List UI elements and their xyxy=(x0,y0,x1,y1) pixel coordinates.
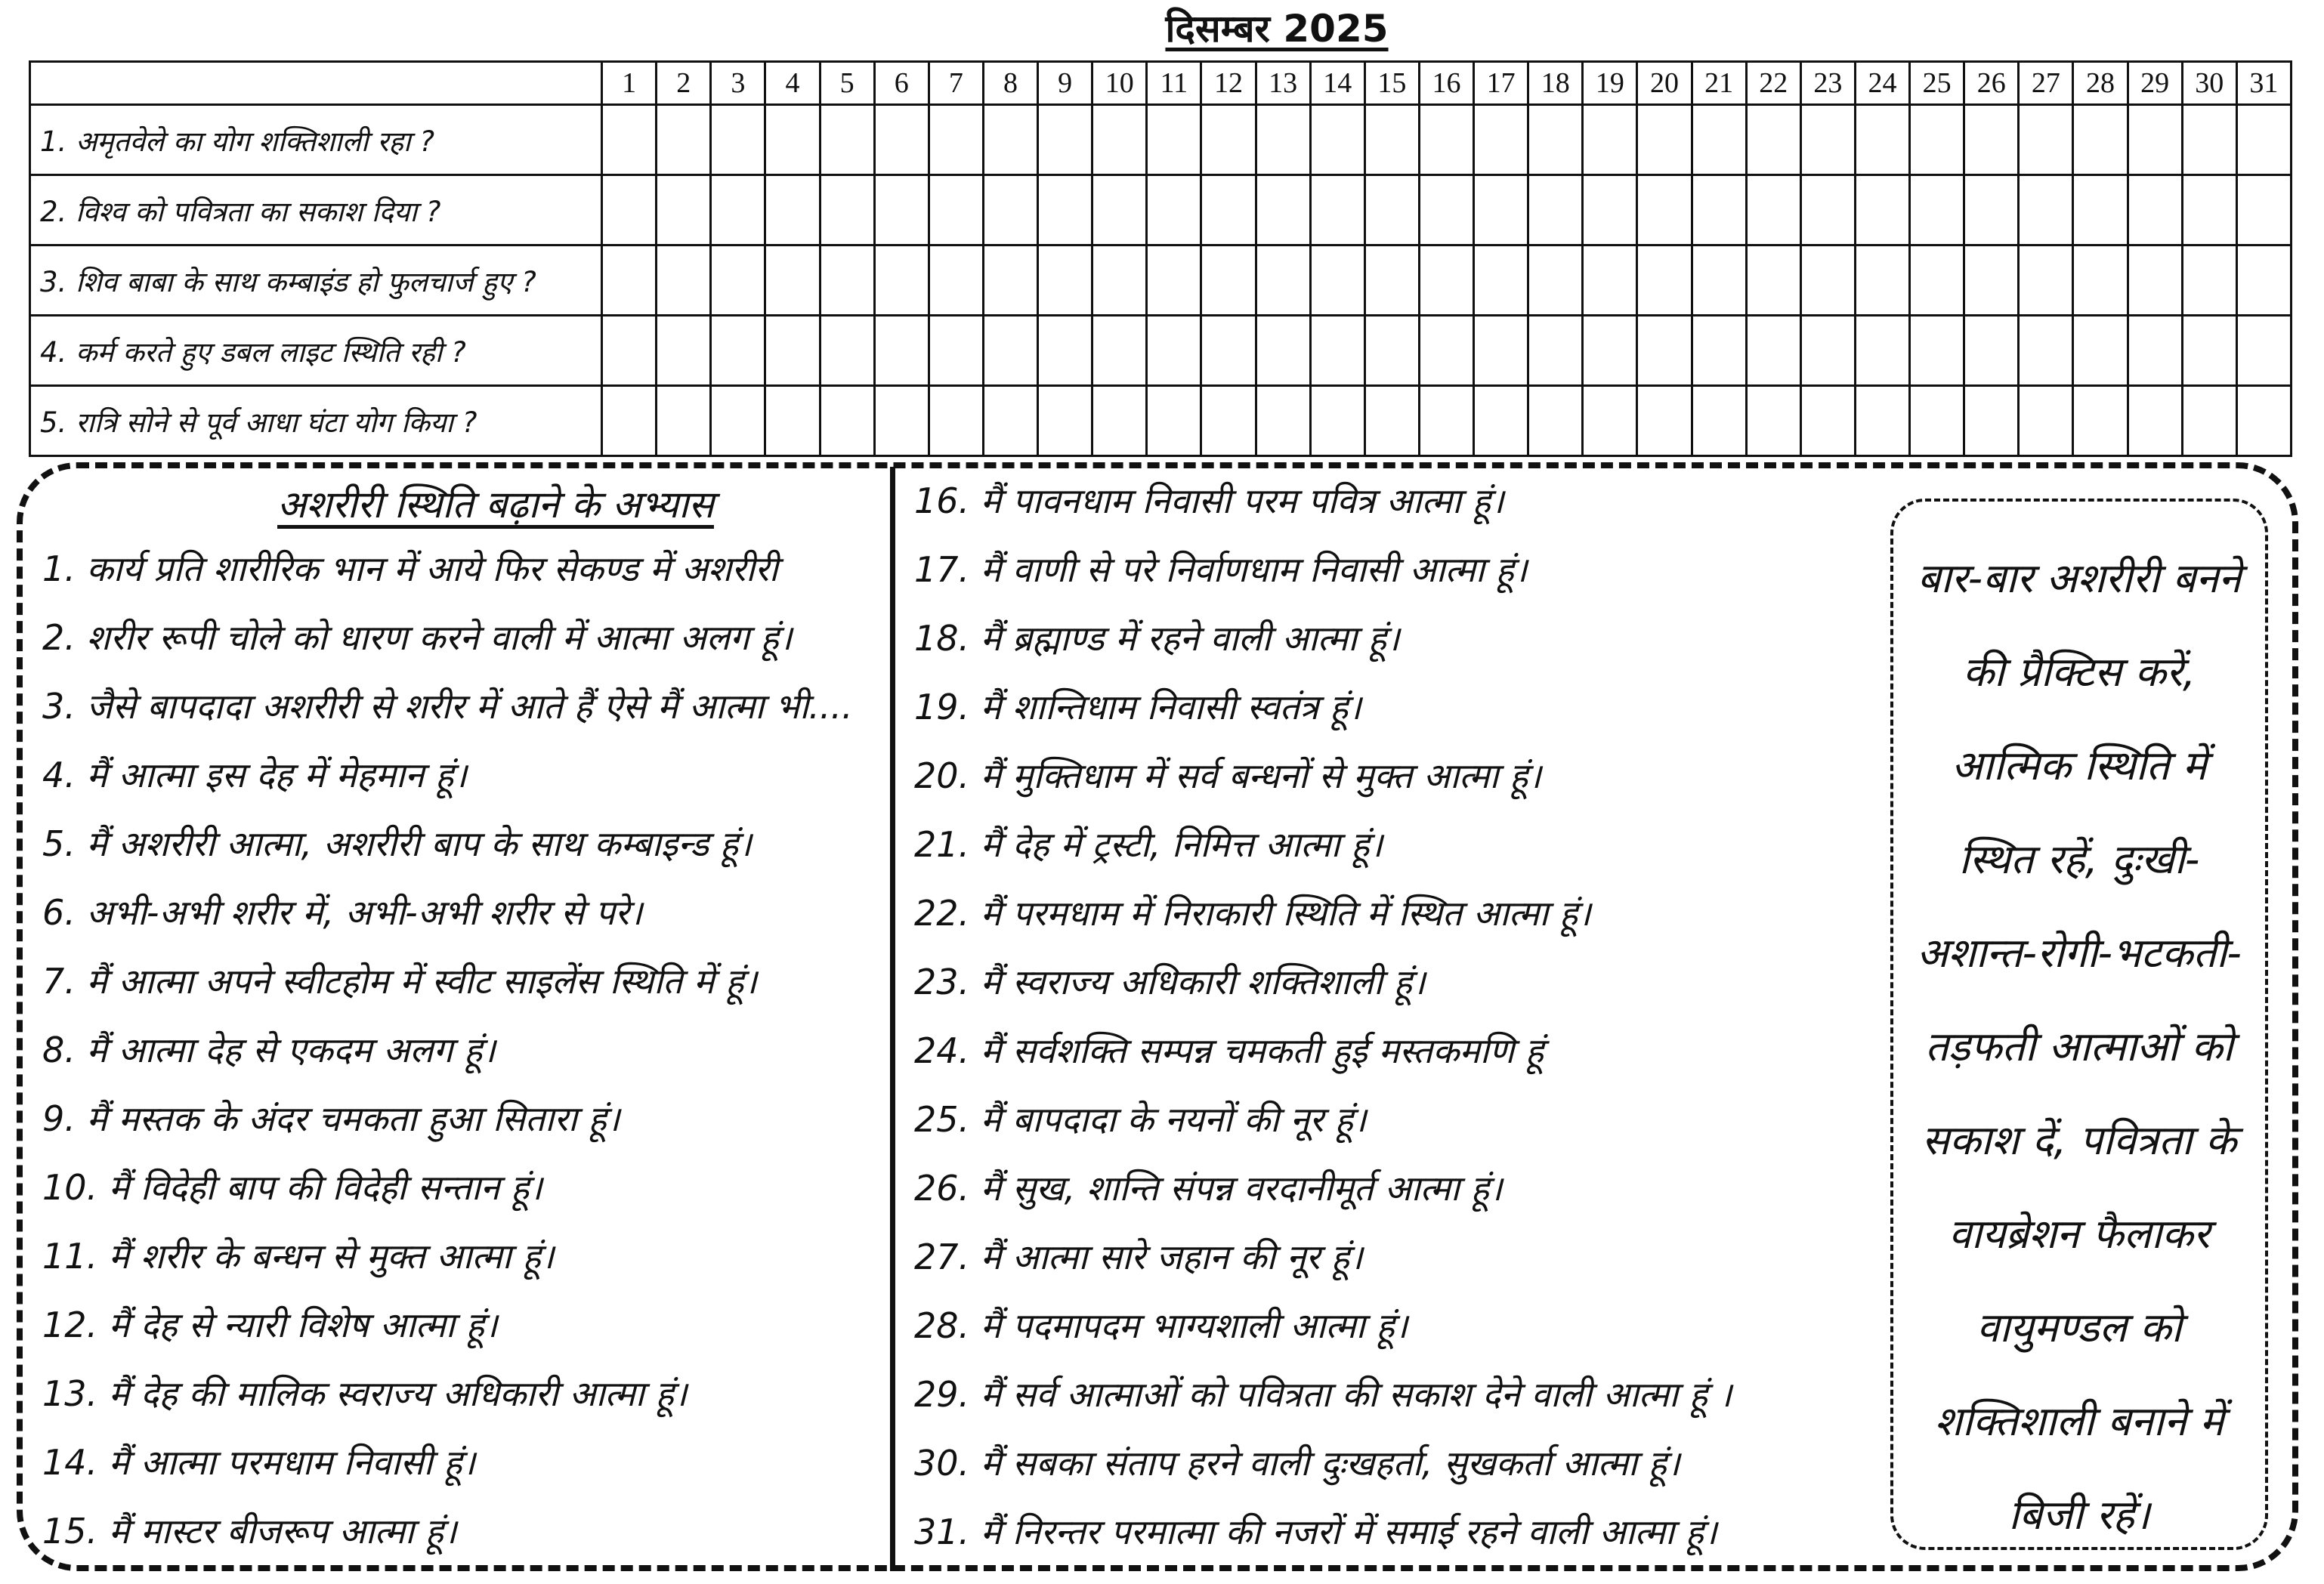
check-cell[interactable] xyxy=(1855,175,1909,245)
check-cell[interactable] xyxy=(1855,245,1909,316)
day-header-cell: 16 xyxy=(1419,62,1473,105)
check-cell[interactable] xyxy=(602,175,657,245)
check-cell[interactable] xyxy=(820,175,874,245)
check-cell[interactable] xyxy=(2236,386,2291,456)
check-cell[interactable] xyxy=(1038,316,1092,386)
check-cell[interactable] xyxy=(1855,386,1909,456)
day-header-cell: 12 xyxy=(1201,62,1256,105)
check-cell[interactable] xyxy=(1364,175,1419,245)
check-cell[interactable] xyxy=(1419,386,1473,456)
check-cell[interactable] xyxy=(1964,175,2019,245)
check-cell[interactable] xyxy=(711,386,765,456)
check-cell[interactable] xyxy=(2019,175,2073,245)
practice-item: 19. मैं शान्तिधाम निवासी स्वतंत्र हूं। xyxy=(914,687,1361,727)
check-cell[interactable] xyxy=(765,245,820,316)
checklist-question: 5. रात्रि सोने से पूर्व आधा घंटा योग किया ? xyxy=(30,386,602,456)
practice-item: 14. मैं आत्मा परमधाम निवासी हूं। xyxy=(42,1442,476,1483)
practice-item: 24. मैं सर्वशक्ति सम्पन्न चमकती हुई मस्तकमणि हूं xyxy=(914,1030,1544,1071)
check-cell[interactable] xyxy=(1256,316,1310,386)
check-cell[interactable] xyxy=(1201,175,1256,245)
check-cell[interactable] xyxy=(1800,175,1855,245)
check-cell[interactable] xyxy=(1855,105,1909,175)
check-cell[interactable] xyxy=(1364,105,1419,175)
check-cell[interactable] xyxy=(1746,175,1800,245)
check-cell[interactable] xyxy=(1419,245,1473,316)
day-header-cell: 10 xyxy=(1092,62,1147,105)
day-header-cell: 20 xyxy=(1637,62,1692,105)
check-cell[interactable] xyxy=(874,386,929,456)
practice-item: 28. मैं पदमापदम भाग्यशाली आत्मा हूं। xyxy=(914,1305,1408,1346)
check-cell[interactable] xyxy=(602,386,657,456)
check-cell[interactable] xyxy=(874,316,929,386)
check-cell[interactable] xyxy=(1637,105,1692,175)
check-cell[interactable] xyxy=(2182,386,2236,456)
practice-item: 11. मैं शरीर के बन्धन से मुक्त आत्मा हूं। xyxy=(42,1236,555,1277)
check-cell[interactable] xyxy=(657,245,711,316)
check-cell[interactable] xyxy=(1256,105,1310,175)
check-cell[interactable] xyxy=(1800,105,1855,175)
check-cell[interactable] xyxy=(1092,105,1147,175)
check-cell[interactable] xyxy=(2128,386,2182,456)
check-cell[interactable] xyxy=(1910,245,1964,316)
check-cell[interactable] xyxy=(1419,316,1473,386)
check-cell[interactable] xyxy=(1692,245,1746,316)
check-cell[interactable] xyxy=(1964,245,2019,316)
check-cell[interactable] xyxy=(657,316,711,386)
checklist-question: 2. विश्व को पवित्रता का सकाश दिया ? xyxy=(30,175,602,245)
check-cell[interactable] xyxy=(711,316,765,386)
check-cell[interactable] xyxy=(1528,175,1583,245)
check-cell[interactable] xyxy=(1637,386,1692,456)
check-cell[interactable] xyxy=(2236,316,2291,386)
practice-items-right xyxy=(914,467,1889,1567)
practice-item: 1. कार्य प्रति शारीरिक भान में आये फिर सेकण्ड में अशरीरी xyxy=(42,548,778,589)
day-header-cell: 22 xyxy=(1746,62,1800,105)
daily-checklist-table xyxy=(29,60,2292,457)
check-cell[interactable] xyxy=(1528,386,1583,456)
check-cell[interactable] xyxy=(874,245,929,316)
check-cell[interactable] xyxy=(2019,245,2073,316)
day-header-cell: 9 xyxy=(1038,62,1092,105)
practice-item: 13. मैं देह की मालिक स्वराज्य अधिकारी आत्मा हूं। xyxy=(42,1373,688,1414)
day-header-cell: 19 xyxy=(1583,62,1637,105)
day-header-cell: 21 xyxy=(1692,62,1746,105)
check-cell[interactable] xyxy=(1038,105,1092,175)
check-cell[interactable] xyxy=(983,386,1037,456)
check-cell[interactable] xyxy=(1910,175,1964,245)
day-header-cell: 23 xyxy=(1800,62,1855,105)
check-cell[interactable] xyxy=(1092,245,1147,316)
day-header-cell: 5 xyxy=(820,62,874,105)
practice-item: 25. मैं बापदादा के नयनों की नूर हूं। xyxy=(914,1099,1367,1140)
check-cell[interactable] xyxy=(2019,386,2073,456)
practice-item: 3. जैसे बापदादा अशरीरी से शरीर में आते हैं ऐसे मैं आत्मा भी.... xyxy=(42,686,853,727)
check-cell[interactable] xyxy=(602,245,657,316)
practice-item: 2. शरीर रूपी चोले को धारण करने वाली में आत्मा अलग हूं। xyxy=(42,617,793,658)
check-cell[interactable] xyxy=(2236,175,2291,245)
check-cell[interactable] xyxy=(1583,175,1637,245)
day-header-cell: 1 xyxy=(602,62,657,105)
day-header-cell: 4 xyxy=(765,62,820,105)
check-cell[interactable] xyxy=(983,175,1037,245)
check-cell[interactable] xyxy=(1201,105,1256,175)
check-cell[interactable] xyxy=(1528,316,1583,386)
check-cell[interactable] xyxy=(1528,105,1583,175)
check-cell[interactable] xyxy=(1419,105,1473,175)
practice-item: 10. मैं विदेही बाप की विदेही सन्तान हूं। xyxy=(42,1167,542,1208)
checklist-row xyxy=(30,386,2292,456)
practice-item: 23. मैं स्वराज्य अधिकारी शक्तिशाली हूं। xyxy=(914,962,1426,1002)
check-cell[interactable] xyxy=(1310,386,1364,456)
practice-item: 6. अभी-अभी शरीर में, अभी-अभी शरीर से परे। xyxy=(42,892,643,933)
practice-items-left xyxy=(42,535,881,1566)
check-cell[interactable] xyxy=(1474,245,1528,316)
check-cell[interactable] xyxy=(2236,105,2291,175)
check-cell[interactable] xyxy=(765,175,820,245)
check-cell[interactable] xyxy=(2019,316,2073,386)
check-cell[interactable] xyxy=(1583,105,1637,175)
check-cell[interactable] xyxy=(1800,245,1855,316)
check-cell[interactable] xyxy=(929,386,983,456)
practice-item: 20. मैं मुक्तिधाम में सर्व बन्धनों से मुक्त आत्मा हूं। xyxy=(914,755,1541,796)
check-cell[interactable] xyxy=(2182,316,2236,386)
checklist-row xyxy=(30,105,2292,175)
check-cell[interactable] xyxy=(1310,175,1364,245)
check-cell[interactable] xyxy=(929,316,983,386)
check-cell[interactable] xyxy=(1583,245,1637,316)
check-cell[interactable] xyxy=(1583,386,1637,456)
check-cell[interactable] xyxy=(1746,316,1800,386)
day-header-cell: 31 xyxy=(2236,62,2291,105)
checklist-question: 3. शिव बाबा के साथ कम्बाइंड हो फुलचार्ज हुए ? xyxy=(30,245,602,316)
practice-list-right xyxy=(914,467,1889,1567)
check-cell[interactable] xyxy=(602,316,657,386)
practice-item: 17. मैं वाणी से परे निर्वाणधाम निवासी आत्मा हूं। xyxy=(914,549,1528,590)
check-cell[interactable] xyxy=(1637,316,1692,386)
check-cell[interactable] xyxy=(1800,316,1855,386)
check-cell[interactable] xyxy=(929,245,983,316)
check-cell[interactable] xyxy=(2128,105,2182,175)
check-cell[interactable] xyxy=(1474,386,1528,456)
check-cell[interactable] xyxy=(1474,175,1528,245)
practice-item: 26. मैं सुख, शान्ति संपन्न वरदानीमूर्त आत्मा हूं। xyxy=(914,1168,1503,1209)
day-header-cell: 30 xyxy=(2182,62,2236,105)
check-cell[interactable] xyxy=(657,386,711,456)
practice-heading: अशरीरी स्थिति बढ़ाने के अभ्यास xyxy=(277,483,714,526)
check-cell[interactable] xyxy=(765,105,820,175)
practice-item: 31. मैं निरन्तर परमात्मा की नजरों में समाई रहने वाली आत्मा हूं। xyxy=(914,1511,1717,1552)
check-cell[interactable] xyxy=(1528,245,1583,316)
check-cell[interactable] xyxy=(820,105,874,175)
day-header-cell: 15 xyxy=(1364,62,1419,105)
practice-item: 30. मैं सबका संताप हरने वाली दुःखहर्ता, सुखकर्ता आत्मा हूं। xyxy=(914,1443,1680,1484)
day-header-cell: 18 xyxy=(1528,62,1583,105)
reminder-note-box xyxy=(1890,499,2268,1550)
day-header-cell: 3 xyxy=(711,62,765,105)
check-cell[interactable] xyxy=(1419,175,1473,245)
check-cell[interactable] xyxy=(1310,316,1364,386)
check-cell[interactable] xyxy=(1147,316,1201,386)
day-header-cell: 28 xyxy=(2073,62,2128,105)
reminder-note-text: बार-बार अशरीरी बनने की प्रैक्टिस करें, आत्मिक स्थिति में स्थित रहें, दुःखी-अशान्त-रोगी-भटकती-तड़फती आत्माओं को सकाश दें, पवित्रता के वायब्रेशन फैलाकर वायुमण्डल को शक्तिशाली बनाने में बिजी रहें। xyxy=(1917,554,2242,1539)
check-cell[interactable] xyxy=(2019,105,2073,175)
day-header-cell: 25 xyxy=(1910,62,1964,105)
day-header-cell: 8 xyxy=(983,62,1037,105)
check-cell[interactable] xyxy=(711,175,765,245)
check-cell[interactable] xyxy=(1746,386,1800,456)
day-header-cell: 27 xyxy=(2019,62,2073,105)
checklist-body xyxy=(30,105,2292,456)
practice-item: 4. मैं आत्मा इस देह में मेहमान हूं। xyxy=(42,755,467,795)
check-cell[interactable] xyxy=(1201,386,1256,456)
check-cell[interactable] xyxy=(2073,316,2128,386)
check-cell[interactable] xyxy=(1964,386,2019,456)
check-cell[interactable] xyxy=(820,245,874,316)
check-cell[interactable] xyxy=(2128,245,2182,316)
check-cell[interactable] xyxy=(983,245,1037,316)
check-cell[interactable] xyxy=(602,105,657,175)
check-cell[interactable] xyxy=(2128,175,2182,245)
check-cell[interactable] xyxy=(1256,386,1310,456)
day-header-cell: 24 xyxy=(1855,62,1909,105)
day-header-cell: 7 xyxy=(929,62,983,105)
check-cell[interactable] xyxy=(2236,245,2291,316)
check-cell[interactable] xyxy=(657,175,711,245)
check-cell[interactable] xyxy=(929,105,983,175)
practice-item: 8. मैं आत्मा देह से एकदम अलग हूं। xyxy=(42,1030,496,1070)
checklist-row xyxy=(30,175,2292,245)
check-cell[interactable] xyxy=(2073,175,2128,245)
check-cell[interactable] xyxy=(1201,316,1256,386)
check-cell[interactable] xyxy=(1364,245,1419,316)
day-header-cell: 14 xyxy=(1310,62,1364,105)
practice-item: 18. मैं ब्रह्माण्ड में रहने वाली आत्मा हूं। xyxy=(914,618,1400,659)
check-cell[interactable] xyxy=(1147,105,1201,175)
check-cell[interactable] xyxy=(2182,105,2236,175)
check-cell[interactable] xyxy=(1147,386,1201,456)
checklist-row xyxy=(30,316,2292,386)
check-cell[interactable] xyxy=(1310,105,1364,175)
check-cell[interactable] xyxy=(1310,245,1364,316)
check-cell[interactable] xyxy=(1746,245,1800,316)
check-cell[interactable] xyxy=(2182,175,2236,245)
check-cell[interactable] xyxy=(1746,105,1800,175)
check-cell[interactable] xyxy=(2128,316,2182,386)
practice-item: 27. मैं आत्मा सारे जहान की नूर हूं। xyxy=(914,1237,1363,1277)
check-cell[interactable] xyxy=(1637,245,1692,316)
check-cell[interactable] xyxy=(1201,245,1256,316)
check-cell[interactable] xyxy=(711,245,765,316)
check-cell[interactable] xyxy=(874,105,929,175)
check-cell[interactable] xyxy=(1364,386,1419,456)
check-cell[interactable] xyxy=(1474,105,1528,175)
check-cell[interactable] xyxy=(657,105,711,175)
practice-item: 15. मैं मास्टर बीजरूप आत्मा हूं। xyxy=(42,1511,457,1552)
checklist-row xyxy=(30,245,2292,316)
check-cell[interactable] xyxy=(2073,386,2128,456)
day-header-cell: 26 xyxy=(1964,62,2019,105)
day-header-cell: 13 xyxy=(1256,62,1310,105)
practice-item: 7. मैं आत्मा अपने स्वीटहोम में स्वीट साइलेंस स्थिति में हूं। xyxy=(42,961,757,1002)
check-cell[interactable] xyxy=(929,175,983,245)
check-cell[interactable] xyxy=(1800,386,1855,456)
check-cell[interactable] xyxy=(1637,175,1692,245)
day-header-cell: 6 xyxy=(874,62,929,105)
page-title: दिसम्बर 2025 xyxy=(1165,7,1389,51)
check-cell[interactable] xyxy=(874,175,929,245)
check-cell[interactable] xyxy=(1147,245,1201,316)
check-cell[interactable] xyxy=(1583,316,1637,386)
check-cell[interactable] xyxy=(1910,316,1964,386)
check-cell[interactable] xyxy=(1964,105,2019,175)
check-cell[interactable] xyxy=(1692,105,1746,175)
check-cell[interactable] xyxy=(1910,105,1964,175)
day-header-cell: 11 xyxy=(1147,62,1201,105)
practice-item: 16. मैं पावनधाम निवासी परम पवित्र आत्मा हूं। xyxy=(914,480,1504,521)
check-cell[interactable] xyxy=(1038,245,1092,316)
check-cell[interactable] xyxy=(765,316,820,386)
practice-item: 22. मैं परमधाम में निराकारी स्थिति में स्थित आत्मा हूं। xyxy=(914,893,1591,934)
check-cell[interactable] xyxy=(1692,316,1746,386)
practice-item: 29. मैं सर्व आत्माओं को पवित्रता की सकाश देने वाली आत्मा हूं । xyxy=(914,1374,1732,1415)
practice-item: 5. मैं अशरीरी आत्मा, अशरीरी बाप के साथ कम्बाइन्ड हूं। xyxy=(42,823,752,864)
check-cell[interactable] xyxy=(1038,175,1092,245)
check-cell[interactable] xyxy=(983,105,1037,175)
check-cell[interactable] xyxy=(1092,386,1147,456)
day-header-cell: 29 xyxy=(2128,62,2182,105)
check-cell[interactable] xyxy=(1474,316,1528,386)
checklist-question: 1. अमृतवेले का योग शक्तिशाली रहा ? xyxy=(30,105,602,175)
check-cell[interactable] xyxy=(765,386,820,456)
check-cell[interactable] xyxy=(2073,105,2128,175)
practice-list-left xyxy=(42,474,881,1566)
check-cell[interactable] xyxy=(1692,386,1746,456)
check-cell[interactable] xyxy=(1256,245,1310,316)
check-cell[interactable] xyxy=(2073,245,2128,316)
practice-item: 12. मैं देह से न्यारी विशेष आत्मा हूं। xyxy=(42,1305,498,1345)
check-cell[interactable] xyxy=(711,105,765,175)
day-header-row xyxy=(30,62,2292,105)
check-cell[interactable] xyxy=(1964,316,2019,386)
check-cell[interactable] xyxy=(1855,316,1909,386)
check-cell[interactable] xyxy=(1364,316,1419,386)
check-cell[interactable] xyxy=(1256,175,1310,245)
check-cell[interactable] xyxy=(820,316,874,386)
column-divider xyxy=(890,467,895,1571)
check-cell[interactable] xyxy=(2182,245,2236,316)
check-cell[interactable] xyxy=(1092,316,1147,386)
checklist-question: 4. कर्म करते हुए डबल लाइट स्थिति रही ? xyxy=(30,316,602,386)
check-cell[interactable] xyxy=(1092,175,1147,245)
check-cell[interactable] xyxy=(983,316,1037,386)
practice-item: 9. मैं मस्तक के अंदर चमकता हुआ सितारा हूं। xyxy=(42,1098,620,1139)
check-cell[interactable] xyxy=(820,386,874,456)
day-header-cell: 17 xyxy=(1474,62,1528,105)
day-header-cell: 2 xyxy=(657,62,711,105)
question-column-header xyxy=(30,62,602,105)
check-cell[interactable] xyxy=(1038,386,1092,456)
check-cell[interactable] xyxy=(1147,175,1201,245)
check-cell[interactable] xyxy=(1692,175,1746,245)
check-cell[interactable] xyxy=(1910,386,1964,456)
practice-item: 21. मैं देह में ट्रस्टी, निमित्त आत्मा हूं। xyxy=(914,824,1383,865)
